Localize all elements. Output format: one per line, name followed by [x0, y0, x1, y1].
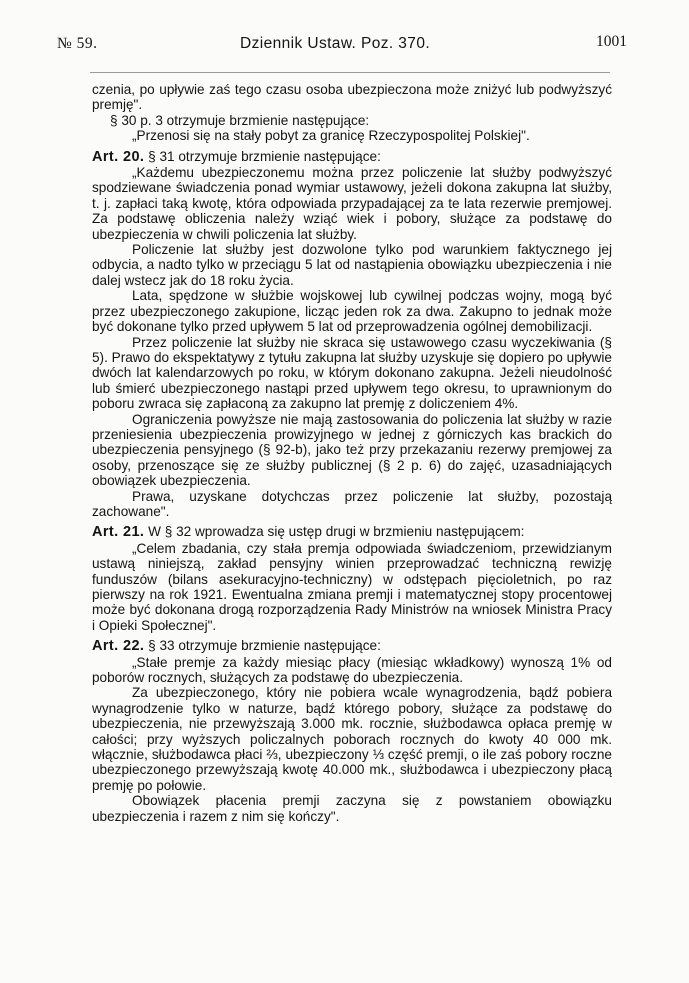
article-intro: § 31 otrzymuje brzmienie następujące:	[148, 148, 381, 164]
page-header	[0, 0, 689, 60]
article-label: Art. 21.	[92, 524, 145, 541]
paragraph: Obowiązek płacenia premji zaczyna się z powstaniem obowiązku ubezpieczenia i razem z nim się kończy".	[92, 793, 612, 824]
paragraph: „Przenosi się na stały pobyt za granicę Rzeczypospolitej Polskiej".	[132, 128, 530, 144]
paragraph: Za ubezpieczonego, który nie pobiera wcale wynagrodzenia, bądź pobiera wynagrodzenie tylko w naturze, bądź którego pobory, służące za podstawę do ubezpieczenia, nie przewyższają 3.000 mk. rocznie, służbodawca opłaca premję w całości; przy wyższych policzalnych poborach rocznych do kwoty 40 000 mk. włącznie, służbodawca płaci ⅔, ubezpieczony ⅓ część premji, o ile zaś pobory roczne ubezpieczonego przewyższają kwotę 40.000 mk., służbodawca i ubezpieczony płacą premję po połowie.	[92, 685, 612, 793]
journal-title: Dziennik Ustaw. Poz. 370.	[240, 35, 431, 52]
article-22-heading	[92, 638, 612, 654]
document-body	[92, 82, 612, 824]
paragraph: Przez policzenie lat służby nie skraca się ustawowego czasu wyczekiwania (§ 5). Prawo do ekspektatywy z tytułu zakupna lat służby uzyskuje się dopiero po upływie dwóch lat kalendarzowych po roku, w którym dokonano zakupna. Jeżeli nieudolność lub śmierć ubezpieczonego nastąpi przed upływem tego okresu, to uprawnionym do poboru zwraca się zapłaconą za zakupno lat premję z doliczeniem 4%.	[92, 334, 612, 412]
paragraph: Ograniczenia powyższe nie mają zastosowania do policzenia lat służby w razie przeniesienia ubezpieczenia prowizyjnego w jednej z górniczych kas brackich do ubezpieczenia pensyjnego (§ 92-b), jako też przy przekazaniu rezerwy premjowej za osoby, przenoszące się ze służby publicznej (§ 2 p. 6) do zajęć, uzasadniających obowiązek ubezpieczenia.	[92, 411, 612, 489]
article-intro: W § 32 wprowadza się ustęp drugi w brzmieniu następującem:	[148, 524, 525, 540]
paragraph: Lata, spędzone w służbie wojskowej lub cywilnej podczas wojny, mogą być przez ubezpieczonego zakupione, licząc jeden rok za dwa. Zakupno to jednak może być dokonane tylko przed upływem 5 lat od przeprowadzenia ogólnej demobilizacji.	[92, 288, 612, 335]
issue-number: № 59.	[57, 35, 98, 52]
paragraph: Policzenie lat służby jest dozwolone tylko pod warunkiem faktycznego jej odbycia, a nadto tylko w przeciągu 5 lat od nastąpienia obowiązku ubezpieczenia i nie dalej wstecz jak do 18 roku życia.	[92, 242, 612, 288]
paragraph: „Każdemu ubezpieczonemu można przez policzenie lat służby podwyższyć spodziewane świadczenia ponad wymiar ustawowy, jeżeli dokona zakupna lat służby, t. j. zapłaci taką kwotę, która odpowiada przypadającej za te lata rezerwie premjowej. Za podstawę obliczenia należy wziąć wiek i pobory, służące za podstawę do ubezpieczenia w chwili policzenia lat służby.	[92, 165, 612, 242]
article-label: Art. 20.	[92, 148, 145, 165]
article-21-heading	[92, 524, 612, 540]
header-divider	[90, 72, 610, 73]
article-intro: § 33 otrzymuje brzmienie następujące:	[148, 638, 381, 654]
paragraph: „Celem zbadania, czy stała premja odpowiada świadczeniom, przewidzianym ustawą niniejszą, zakład pensyjny winien przeprowadzać techniczną rewizję funduszów (bilans asekuracyjno-techniczny) w odstępach pięcioletnich, po raz pierwszy na rok 1921. Ewentualna zmiana premji i matematycznej stopy procentowej może być dokonana drogą rozporządzenia Rady Ministrów na wniosek Ministra Pracy i Opieki Społecznej".	[92, 540, 612, 633]
paragraph: czenia, po upływie zaś tego czasu osoba ubezpieczona może zniżyć lub podwyższyć premję".	[92, 82, 612, 113]
paragraph: „Stałe premje za każdy miesiąc płacy (miesiąc wkładkowy) wynoszą 1% od poborów rocznych, służących za podstawę do ubezpieczenia.	[92, 654, 612, 686]
article-20-heading	[92, 149, 612, 165]
paragraph: Prawa, uzyskane dotychczas przez policzenie lat służby, pozostają zachowane".	[92, 488, 612, 519]
article-label: Art. 22.	[92, 638, 145, 655]
page-number: 1001	[596, 33, 627, 50]
paragraph: § 30 p. 3 otrzymuje brzmienie następujące:	[110, 112, 370, 128]
